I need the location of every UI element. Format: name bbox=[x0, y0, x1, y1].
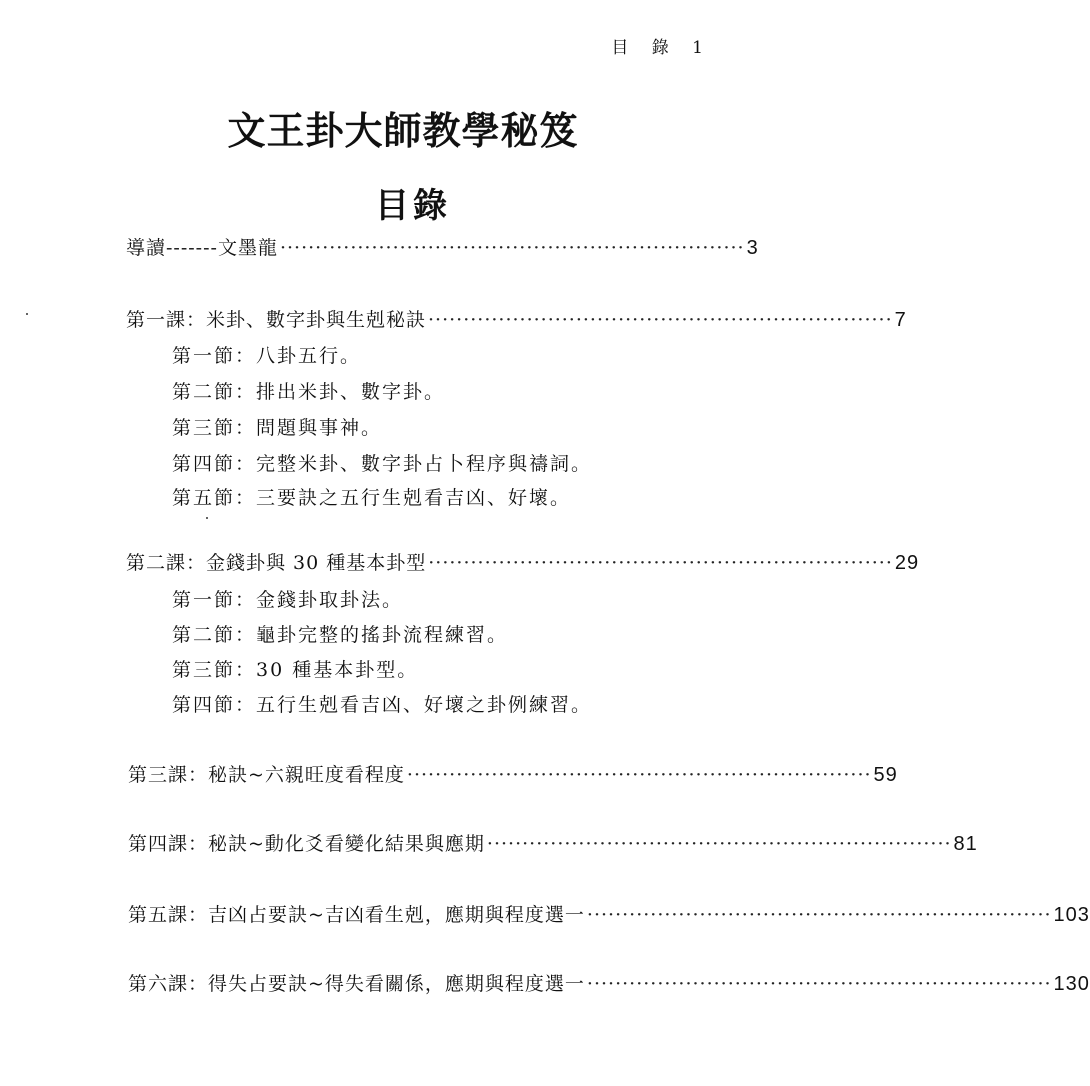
toc-entry-label: 第一課：米卦、數字卦與生剋秘訣 bbox=[126, 309, 427, 331]
toc-section: 第三節：問題與事神。 bbox=[172, 417, 383, 439]
toc-entry-intro bbox=[126, 233, 759, 260]
toc-section: 第一節：金錢卦取卦法。 bbox=[172, 589, 404, 611]
dot-leader: ·································································· bbox=[279, 237, 745, 259]
toc-section: 第三節：30 種基本卦型。 bbox=[172, 659, 419, 681]
toc-entry-label: 第四課：秘訣~動化爻看變化結果與應期 bbox=[128, 833, 485, 855]
toc-entry-page: 130 bbox=[1053, 973, 1090, 995]
toc-entry-label: 第五課：吉凶占要訣~吉凶看生剋，應期與程度選一 bbox=[128, 904, 585, 926]
dot-leader: ·································································· bbox=[428, 309, 893, 331]
toc-section: 第二節：排出米卦、數字卦。 bbox=[172, 381, 446, 403]
toc-entry-lesson-5 bbox=[128, 900, 1090, 927]
scan-speck bbox=[26, 313, 28, 315]
toc-entry-page: 7 bbox=[894, 309, 907, 331]
toc-entry-lesson-2 bbox=[126, 548, 920, 575]
toc-entry-lesson-4 bbox=[128, 829, 978, 856]
book-title: 文王卦大師教學秘笈 bbox=[227, 108, 579, 153]
toc-entry-label: 導讀-------文墨龍 bbox=[126, 237, 278, 259]
toc-entry-page: 3 bbox=[746, 237, 759, 259]
dot-leader: ·································································· bbox=[486, 833, 952, 855]
toc-entry-label: 第二課：金錢卦與 30 種基本卦型 bbox=[126, 552, 427, 574]
toc-heading: 目錄 bbox=[375, 186, 451, 226]
toc-entry-lesson-3 bbox=[128, 760, 898, 787]
dot-leader: ·································································· bbox=[586, 973, 1052, 995]
toc-entry-label: 第六課：得失占要訣~得失看關係，應期與程度選一 bbox=[128, 973, 585, 995]
toc-entry-page: 29 bbox=[894, 552, 920, 574]
dot-leader: ·································································· bbox=[428, 552, 893, 574]
toc-entry-page: 81 bbox=[953, 833, 978, 855]
toc-entry-lesson-6 bbox=[128, 969, 1090, 996]
toc-section: 第五節：三要訣之五行生剋看吉凶、好壞。 bbox=[172, 487, 572, 509]
toc-entry-label: 第三課：秘訣~六親旺度看程度 bbox=[128, 764, 405, 786]
toc-entry-page: 103 bbox=[1053, 904, 1090, 926]
toc-section: 第一節：八卦五行。 bbox=[172, 345, 362, 367]
toc-section: 第四節：五行生剋看吉凶、好壞之卦例練習。 bbox=[172, 694, 593, 716]
dot-leader: ·································································· bbox=[586, 904, 1052, 926]
dot-leader: ·································································· bbox=[406, 764, 872, 786]
page-header: 目 錄 1 bbox=[611, 38, 712, 58]
toc-entry-page: 59 bbox=[873, 764, 898, 786]
toc-section: 第二節：龜卦完整的搖卦流程練習。 bbox=[172, 624, 509, 646]
toc-entry-lesson-1 bbox=[126, 305, 907, 332]
scan-speck bbox=[206, 517, 208, 519]
toc-section: 第四節：完整米卦、數字卦占卜程序與禱詞。 bbox=[172, 453, 593, 475]
